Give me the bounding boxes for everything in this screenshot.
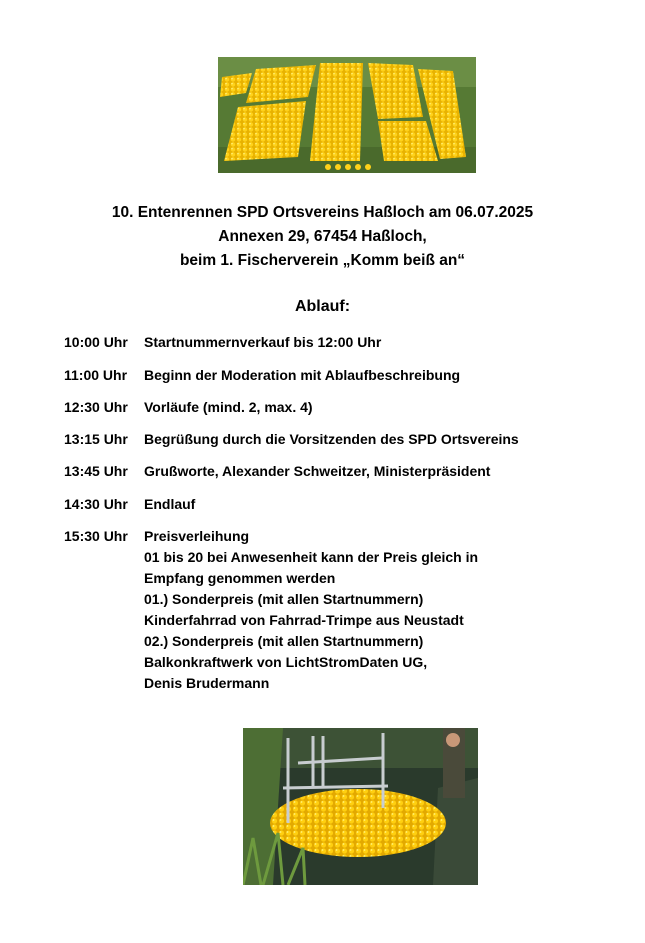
schedule-text: Beginn der Moderation mit Ablaufbeschreibung	[144, 367, 461, 383]
schedule-time: 12:30 Uhr	[64, 399, 128, 415]
schedule-text: Startnummernverkauf bis 12:00 Uhr	[144, 334, 382, 350]
event-address: Annexen 29, 67454 Haßloch,	[218, 228, 427, 245]
schedule-text: Endlauf	[144, 496, 196, 512]
photo-ducks-on-lawn	[218, 57, 476, 173]
photo-ducks-in-water	[243, 728, 478, 885]
schedule-time: 11:00 Uhr	[64, 367, 128, 383]
schedule-text: Preisverleihung	[144, 528, 250, 544]
prize-detail-line: 01 bis 20 bei Anwesenheit kann der Preis gleich in	[144, 549, 479, 565]
prize-detail-line: 01.) Sonderpreis (mit allen Startnummern)	[144, 591, 424, 607]
schedule-time: 13:15 Uhr	[64, 431, 128, 447]
schedule-text: Begrüßung durch die Vorsitzenden des SPD Ortsvereins	[144, 431, 519, 447]
schedule-time: 10:00 Uhr	[64, 334, 128, 350]
schedule-time: 14:30 Uhr	[64, 496, 128, 512]
prize-detail-line: 02.) Sonderpreis (mit allen Startnummern)	[144, 633, 424, 649]
schedule-text: Grußworte, Alexander Schweitzer, Ministerpräsident	[144, 463, 491, 479]
event-title: 10. Entenrennen SPD Ortsvereins Haßloch am 06.07.2025	[111, 204, 534, 221]
schedule-text: Vorläufe (mind. 2, max. 4)	[144, 399, 313, 415]
event-host: beim 1. Fischerverein „Komm beiß an“	[179, 252, 466, 269]
prize-detail-line: Kinderfahrrad von Fahrrad-Trimpe aus Neustadt	[144, 612, 464, 628]
schedule-time: 15:30 Uhr	[64, 528, 128, 544]
prize-detail-line: Balkonkraftwerk von LichtStromDaten UG,	[144, 654, 428, 670]
section-title: Ablauf:	[294, 298, 351, 315]
prize-detail-line: Denis Brudermann	[144, 675, 270, 691]
schedule-time: 13:45 Uhr	[64, 463, 128, 479]
prize-detail-line: Empfang genommen werden	[144, 570, 336, 586]
